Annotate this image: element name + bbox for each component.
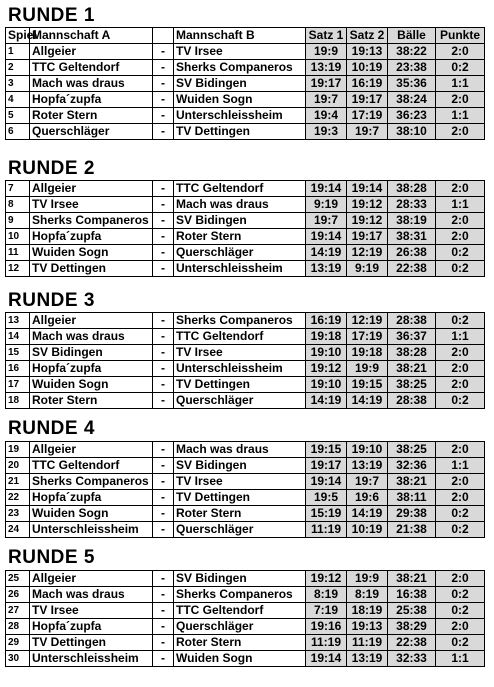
balls-total: 38:19 [388, 213, 436, 229]
set-2-score: 17:19 [347, 108, 388, 124]
balls-total: 23:38 [388, 60, 436, 76]
team-b: SV Bidingen [174, 213, 306, 229]
separator: - [153, 651, 174, 667]
separator: - [153, 377, 174, 393]
points: 0:2 [436, 60, 485, 76]
set-2-score: 10:19 [347, 60, 388, 76]
balls-total: 26:38 [388, 245, 436, 261]
team-a: Allgeier [30, 181, 153, 197]
match-number: 26 [6, 587, 30, 603]
match-row [6, 522, 485, 538]
match-number: 7 [6, 181, 30, 197]
match-number: 22 [6, 490, 30, 506]
points: 2:0 [436, 124, 485, 140]
set-1-score: 8:19 [306, 587, 347, 603]
separator: - [153, 635, 174, 651]
match-row [6, 261, 485, 277]
set-2-score: 19:7 [347, 474, 388, 490]
balls-total: 38:10 [388, 124, 436, 140]
set-2-score: 11:19 [347, 635, 388, 651]
separator: - [153, 245, 174, 261]
team-a: Mach was draus [30, 587, 153, 603]
team-b: Roter Stern [174, 229, 306, 245]
match-row [6, 393, 485, 409]
set-1-score: 19:14 [306, 474, 347, 490]
set-1-score: 19:12 [306, 361, 347, 377]
set-1-score: 7:19 [306, 603, 347, 619]
balls-total: 38:28 [388, 181, 436, 197]
match-number: 14 [6, 329, 30, 345]
separator: - [153, 522, 174, 538]
team-a: Allgeier [30, 44, 153, 60]
round-3-table [5, 312, 485, 409]
match-row [6, 506, 485, 522]
round-5-table [5, 570, 485, 667]
round-4-table [5, 441, 485, 538]
balls-total: 32:36 [388, 458, 436, 474]
team-a: TV Dettingen [30, 261, 153, 277]
team-a: Wuiden Sogn [30, 377, 153, 393]
match-row [6, 76, 485, 92]
match-number: 28 [6, 619, 30, 635]
match-number: 18 [6, 393, 30, 409]
set-1-score: 19:18 [306, 329, 347, 345]
team-a: Roter Stern [30, 393, 153, 409]
points: 2:0 [436, 361, 485, 377]
separator: - [153, 197, 174, 213]
match-row [6, 197, 485, 213]
team-b: TTC Geltendorf [174, 329, 306, 345]
round-5-title: RUNDE 5 [8, 547, 95, 568]
match-number: 17 [6, 377, 30, 393]
header-sep [153, 28, 174, 44]
separator: - [153, 474, 174, 490]
match-number: 25 [6, 571, 30, 587]
set-2-score: 8:19 [347, 587, 388, 603]
team-b: Mach was draus [174, 442, 306, 458]
balls-total: 38:24 [388, 92, 436, 108]
separator: - [153, 181, 174, 197]
set-1-score: 19:12 [306, 571, 347, 587]
balls-total: 38:29 [388, 619, 436, 635]
balls-total: 38:11 [388, 490, 436, 506]
match-number: 27 [6, 603, 30, 619]
match-row [6, 44, 485, 60]
team-b: Wuiden Sogn [174, 651, 306, 667]
match-row [6, 458, 485, 474]
set-1-score: 19:15 [306, 442, 347, 458]
separator: - [153, 587, 174, 603]
points: 1:1 [436, 329, 485, 345]
match-row [6, 313, 485, 329]
team-b: Roter Stern [174, 506, 306, 522]
points: 1:1 [436, 458, 485, 474]
points: 1:1 [436, 651, 485, 667]
team-b: Roter Stern [174, 635, 306, 651]
set-2-score: 19:17 [347, 92, 388, 108]
team-b: TV Dettingen [174, 490, 306, 506]
team-a: Wuiden Sogn [30, 245, 153, 261]
match-row [6, 587, 485, 603]
match-row [6, 92, 485, 108]
set-1-score: 19:5 [306, 490, 347, 506]
header-satz2: Satz 2 [347, 28, 388, 44]
team-a: Hopfa´zupfa [30, 619, 153, 635]
team-a: Roter Stern [30, 108, 153, 124]
set-2-score: 19:7 [347, 124, 388, 140]
header-punkte: Punkte [436, 28, 485, 44]
match-row [6, 651, 485, 667]
separator: - [153, 108, 174, 124]
balls-total: 38:28 [388, 345, 436, 361]
round-2-table [5, 180, 485, 277]
set-2-score: 19:17 [347, 229, 388, 245]
team-b: TTC Geltendorf [174, 181, 306, 197]
team-b: Querschläger [174, 522, 306, 538]
team-b: Unterschleissheim [174, 108, 306, 124]
separator: - [153, 490, 174, 506]
balls-total: 35:36 [388, 76, 436, 92]
match-row [6, 345, 485, 361]
separator: - [153, 442, 174, 458]
round-2-title: RUNDE 2 [8, 158, 95, 179]
set-2-score: 10:19 [347, 522, 388, 538]
team-a: TTC Geltendorf [30, 60, 153, 76]
match-number: 3 [6, 76, 30, 92]
match-row [6, 603, 485, 619]
team-b: Querschläger [174, 619, 306, 635]
match-number: 13 [6, 313, 30, 329]
set-2-score: 19:12 [347, 213, 388, 229]
match-number: 23 [6, 506, 30, 522]
round-4-title: RUNDE 4 [8, 418, 95, 439]
set-2-score: 9:19 [347, 261, 388, 277]
points: 0:2 [436, 635, 485, 651]
set-1-score: 19:7 [306, 213, 347, 229]
match-row [6, 60, 485, 76]
balls-total: 36:23 [388, 108, 436, 124]
set-1-score: 19:16 [306, 619, 347, 635]
match-row [6, 229, 485, 245]
set-1-score: 19:14 [306, 229, 347, 245]
match-row [6, 213, 485, 229]
set-1-score: 16:19 [306, 313, 347, 329]
balls-total: 38:31 [388, 229, 436, 245]
set-1-score: 13:19 [306, 60, 347, 76]
team-a: Hopfa´zupfa [30, 361, 153, 377]
points: 2:0 [436, 44, 485, 60]
set-1-score: 11:19 [306, 522, 347, 538]
separator: - [153, 313, 174, 329]
team-b: TTC Geltendorf [174, 603, 306, 619]
balls-total: 38:25 [388, 442, 436, 458]
separator: - [153, 345, 174, 361]
team-a: TTC Geltendorf [30, 458, 153, 474]
team-a: Hopfa´zupfa [30, 229, 153, 245]
team-b: Sherks Companeros [174, 60, 306, 76]
balls-total: 28:38 [388, 393, 436, 409]
match-row [6, 619, 485, 635]
match-number: 1 [6, 44, 30, 60]
separator: - [153, 506, 174, 522]
separator: - [153, 213, 174, 229]
separator: - [153, 44, 174, 60]
round-3-title: RUNDE 3 [8, 290, 95, 311]
separator: - [153, 361, 174, 377]
balls-total: 22:38 [388, 261, 436, 277]
team-a: SV Bidingen [30, 345, 153, 361]
match-number: 12 [6, 261, 30, 277]
match-number: 9 [6, 213, 30, 229]
match-row [6, 442, 485, 458]
team-b: SV Bidingen [174, 571, 306, 587]
points: 0:2 [436, 245, 485, 261]
separator: - [153, 229, 174, 245]
set-2-score: 19:14 [347, 181, 388, 197]
set-2-score: 14:19 [347, 506, 388, 522]
set-1-score: 11:19 [306, 635, 347, 651]
balls-total: 16:38 [388, 587, 436, 603]
set-2-score: 19:9 [347, 361, 388, 377]
team-b: Sherks Companeros [174, 313, 306, 329]
set-2-score: 13:19 [347, 651, 388, 667]
set-1-score: 19:3 [306, 124, 347, 140]
match-row [6, 108, 485, 124]
set-2-score: 19:10 [347, 442, 388, 458]
header-satz1: Satz 1 [306, 28, 347, 44]
separator: - [153, 603, 174, 619]
points: 2:0 [436, 474, 485, 490]
match-number: 20 [6, 458, 30, 474]
set-2-score: 19:9 [347, 571, 388, 587]
match-number: 4 [6, 92, 30, 108]
balls-total: 22:38 [388, 635, 436, 651]
set-2-score: 19:13 [347, 44, 388, 60]
team-a: Allgeier [30, 313, 153, 329]
balls-total: 38:21 [388, 571, 436, 587]
team-b: TV Dettingen [174, 124, 306, 140]
balls-total: 28:33 [388, 197, 436, 213]
team-b: Wuiden Sogn [174, 92, 306, 108]
balls-total: 36:37 [388, 329, 436, 345]
team-a: Mach was draus [30, 329, 153, 345]
team-a: Hopfa´zupfa [30, 92, 153, 108]
match-row [6, 377, 485, 393]
points: 2:0 [436, 213, 485, 229]
separator: - [153, 458, 174, 474]
balls-total: 38:21 [388, 361, 436, 377]
set-1-score: 14:19 [306, 245, 347, 261]
match-row [6, 124, 485, 140]
set-1-score: 19:14 [306, 181, 347, 197]
set-1-score: 14:19 [306, 393, 347, 409]
team-b: Mach was draus [174, 197, 306, 213]
match-row [6, 474, 485, 490]
points: 2:0 [436, 442, 485, 458]
team-a: TV Irsee [30, 603, 153, 619]
separator: - [153, 329, 174, 345]
separator: - [153, 571, 174, 587]
points: 2:0 [436, 181, 485, 197]
team-a: TV Irsee [30, 197, 153, 213]
team-b: Sherks Companeros [174, 587, 306, 603]
separator: - [153, 60, 174, 76]
set-2-score: 13:19 [347, 458, 388, 474]
team-a: Mach was draus [30, 76, 153, 92]
points: 2:0 [436, 571, 485, 587]
points: 0:2 [436, 261, 485, 277]
match-number: 19 [6, 442, 30, 458]
points: 2:0 [436, 92, 485, 108]
set-2-score: 12:19 [347, 313, 388, 329]
set-1-score: 19:4 [306, 108, 347, 124]
set-1-score: 19:9 [306, 44, 347, 60]
points: 1:1 [436, 108, 485, 124]
header-team-b: Mannschaft B [174, 28, 306, 44]
set-1-score: 13:19 [306, 261, 347, 277]
match-number: 6 [6, 124, 30, 140]
set-2-score: 19:12 [347, 197, 388, 213]
team-b: Querschläger [174, 245, 306, 261]
balls-total: 21:38 [388, 522, 436, 538]
team-a: Querschläger [30, 124, 153, 140]
set-2-score: 12:19 [347, 245, 388, 261]
team-b: SV Bidingen [174, 76, 306, 92]
team-b: TV Dettingen [174, 377, 306, 393]
match-number: 24 [6, 522, 30, 538]
table-header-row [6, 28, 485, 44]
set-2-score: 16:19 [347, 76, 388, 92]
separator: - [153, 76, 174, 92]
team-b: SV Bidingen [174, 458, 306, 474]
set-1-score: 19:10 [306, 345, 347, 361]
team-b: Unterschleissheim [174, 361, 306, 377]
match-number: 10 [6, 229, 30, 245]
set-1-score: 19:17 [306, 458, 347, 474]
set-2-score: 19:15 [347, 377, 388, 393]
set-1-score: 15:19 [306, 506, 347, 522]
match-number: 16 [6, 361, 30, 377]
set-2-score: 19:18 [347, 345, 388, 361]
balls-total: 38:21 [388, 474, 436, 490]
round-1-table [5, 27, 485, 140]
set-1-score: 9:19 [306, 197, 347, 213]
match-row [6, 635, 485, 651]
match-number: 30 [6, 651, 30, 667]
set-1-score: 19:14 [306, 651, 347, 667]
round-1-title: RUNDE 1 [8, 5, 95, 26]
points: 0:2 [436, 313, 485, 329]
set-1-score: 19:10 [306, 377, 347, 393]
team-b: TV Irsee [174, 345, 306, 361]
match-number: 5 [6, 108, 30, 124]
balls-total: 28:38 [388, 313, 436, 329]
points: 2:0 [436, 490, 485, 506]
points: 2:0 [436, 377, 485, 393]
separator: - [153, 124, 174, 140]
match-number: 11 [6, 245, 30, 261]
team-b: TV Irsee [174, 44, 306, 60]
points: 0:2 [436, 393, 485, 409]
header-spiel: Spiel [6, 28, 30, 44]
points: 2:0 [436, 345, 485, 361]
team-a: TV Dettingen [30, 635, 153, 651]
team-a: Sherks Companeros [30, 213, 153, 229]
balls-total: 25:38 [388, 603, 436, 619]
set-2-score: 14:19 [347, 393, 388, 409]
balls-total: 29:38 [388, 506, 436, 522]
balls-total: 38:22 [388, 44, 436, 60]
set-2-score: 19:6 [347, 490, 388, 506]
points: 1:1 [436, 197, 485, 213]
team-a: Hopfa´zupfa [30, 490, 153, 506]
match-number: 29 [6, 635, 30, 651]
match-row [6, 361, 485, 377]
points: 1:1 [436, 76, 485, 92]
match-row [6, 329, 485, 345]
header-baelle: Bälle [388, 28, 436, 44]
match-number: 2 [6, 60, 30, 76]
points: 2:0 [436, 619, 485, 635]
balls-total: 38:25 [388, 377, 436, 393]
match-number: 8 [6, 197, 30, 213]
set-1-score: 19:7 [306, 92, 347, 108]
team-a: Allgeier [30, 442, 153, 458]
separator: - [153, 261, 174, 277]
points: 0:2 [436, 587, 485, 603]
team-a: Allgeier [30, 571, 153, 587]
header-team-a: Mannschaft A [30, 28, 153, 44]
match-row [6, 181, 485, 197]
team-b: Unterschleissheim [174, 261, 306, 277]
team-a: Sherks Companeros [30, 474, 153, 490]
match-number: 15 [6, 345, 30, 361]
points: 0:2 [436, 522, 485, 538]
team-b: TV Irsee [174, 474, 306, 490]
match-row [6, 571, 485, 587]
points: 0:2 [436, 506, 485, 522]
team-a: Unterschleissheim [30, 522, 153, 538]
match-number: 21 [6, 474, 30, 490]
set-1-score: 19:17 [306, 76, 347, 92]
points: 0:2 [436, 603, 485, 619]
match-row [6, 245, 485, 261]
balls-total: 32:33 [388, 651, 436, 667]
team-a: Unterschleissheim [30, 651, 153, 667]
team-a: Wuiden Sogn [30, 506, 153, 522]
separator: - [153, 92, 174, 108]
team-b: Querschläger [174, 393, 306, 409]
set-2-score: 18:19 [347, 603, 388, 619]
points: 2:0 [436, 229, 485, 245]
set-2-score: 19:13 [347, 619, 388, 635]
match-row [6, 490, 485, 506]
separator: - [153, 619, 174, 635]
set-2-score: 17:19 [347, 329, 388, 345]
separator: - [153, 393, 174, 409]
